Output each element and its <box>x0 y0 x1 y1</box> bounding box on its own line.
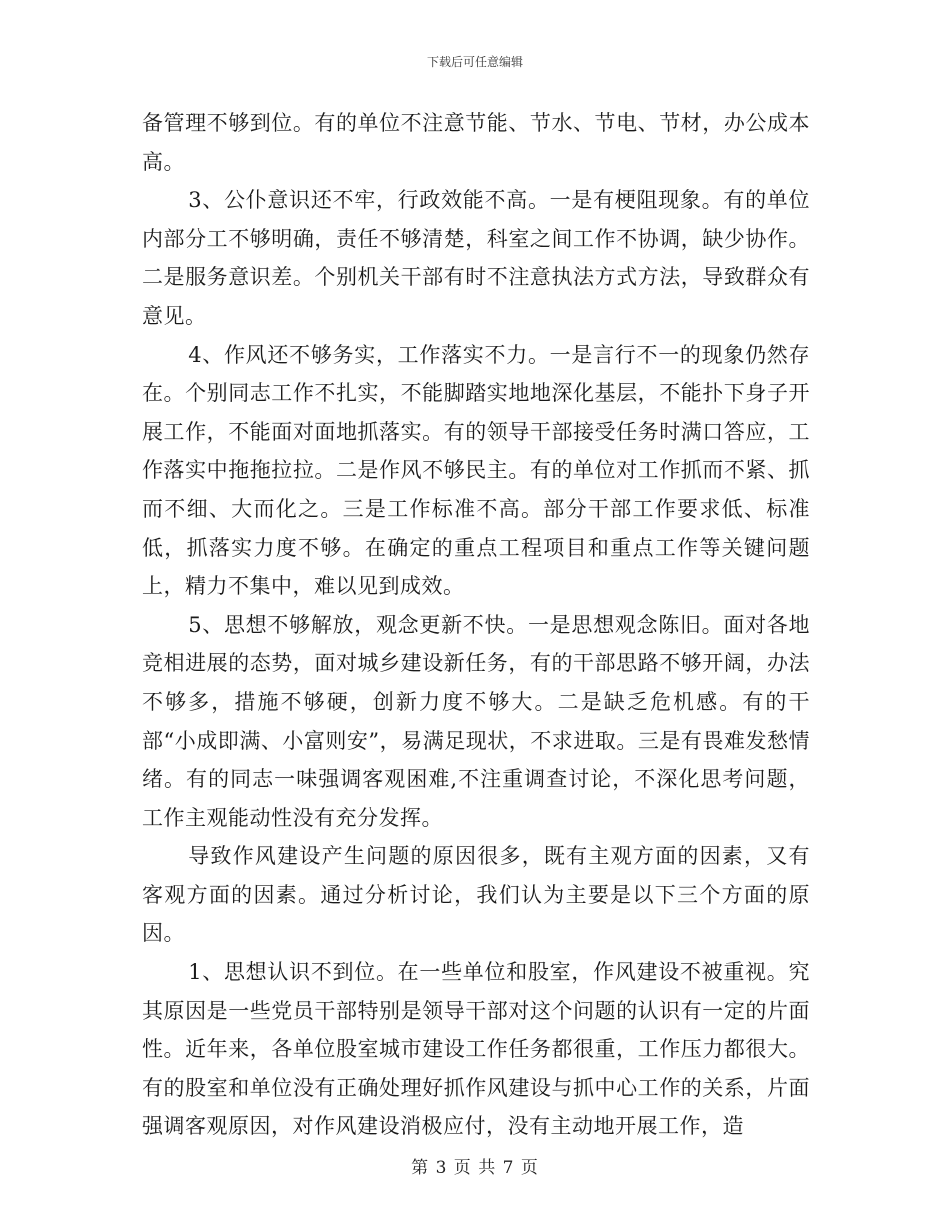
paragraph-cause-1: 1、思想认识不到位。在一些单位和股室，作风建设不被重视。究其原因是一些党员干部特别是领导干部对这个问题的认识有一定的片面性。近年来，各单位股室城市建设工作任务都很重，工作压力都很大。有的股室和单位没有正确处理好抓作风建设与抓中心工作的关系，片面强调客观原因，对作风建设消极应付，没有主动地开展工作，造 <box>142 960 810 1139</box>
paragraph-item-4: 4、作风还不够务实，工作落实不力。一是言行不一的现象仍然存在。个别同志工作不扎实，不能脚踏实地地深化基层，不能扑下身子开展工作，不能面对面地抓落实。有的领导干部接受任务时满口答应，工作落实中拖拖拉拉。二是作风不够民主。有的单位对工作抓而不紧、抓而不细、大而化之。三是工作标准不高。部分干部工作要求低、标准低，抓落实力度不够。在确定的重点工程项目和重点工作等关键问题上，精力不集中，难以见到成效。 <box>142 342 810 599</box>
paragraph-causes-intro: 导致作风建设产生问题的原因很多，既有主观方面的因素，又有客观方面的因素。通过分析讨论，我们认为主要是以下三个方面的原因。 <box>142 844 810 946</box>
paragraph-item-5: 5、思想不够解放，观念更新不快。一是思想观念陈旧。面对各地竞相进展的态势，面对城乡建设新任务，有的干部思路不够开阔，办法不够多，措施不够硬，创新力度不够大。二是缺乏危机感。有的干部“小成即满、小富则安”，易满足现状，不求进取。三是有畏难发愁情绪。有的同志一味强调客观困难,不注重调查讨论，不深化思考问题，工作主观能动性没有充分发挥。 <box>142 612 810 830</box>
paragraph-item-3: 3、公仆意识还不牢，行政效能不高。一是有梗阻现象。有的单位内部分工不够明确，责任不够清楚，科室之间工作不协调，缺少协作。二是服务意识差。个别机关干部有时不注意执法方式方法，导致群众有意见。 <box>142 188 810 328</box>
paragraph-continuation: 备管理不够到位。有的单位不注意节能、节水、节电、节材，办公成本高。 <box>142 111 810 174</box>
page-number: 第 3 页 共 7 页 <box>411 1158 539 1178</box>
page-header: 下载后可任意编辑 <box>426 55 523 69</box>
document-body <box>142 104 810 1146</box>
